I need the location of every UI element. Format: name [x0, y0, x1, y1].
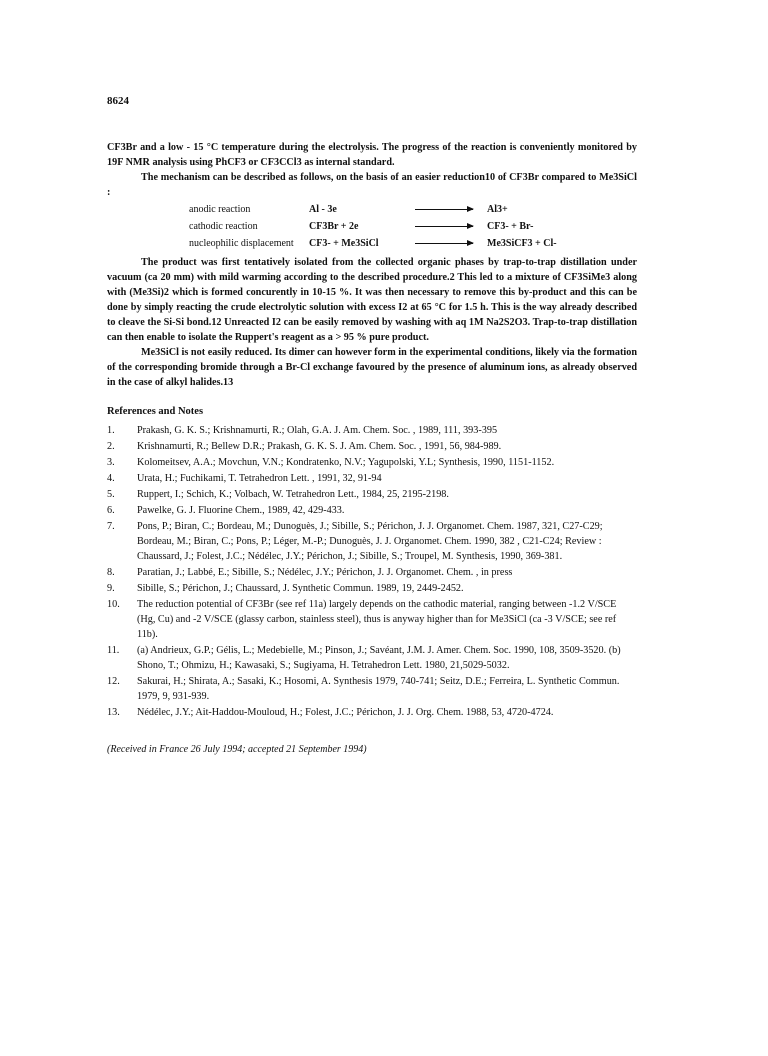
reference-number: 9. [107, 583, 115, 594]
paragraph-1: CF3Br and a low - 15 °C temperature during the electrolysis. The progress of the reaction is conveniently monitored by 19F NMR analysis using PhCF3 or CF3CCl3 as internal standard. [107, 142, 637, 168]
reference-text: Prakash, G. K. S.; Krishnamurti, R.; Olah, G.A. J. Am. Chem. Soc. , 1989, 111, 393-395 [137, 425, 498, 436]
reference-number: 7. [107, 521, 115, 532]
reference-item [107, 423, 637, 438]
equation-label: cathodic reaction [189, 221, 258, 232]
reference-number: 10. [107, 599, 120, 610]
reference-number: 5. [107, 489, 115, 500]
references-list [107, 423, 637, 720]
reference-text: Ruppert, I.; Schich, K.; Volbach, W. Tetrahedron Lett., 1984, 25, 2195-2198. [137, 489, 449, 500]
reference-number: 1. [107, 425, 115, 436]
reference-text: Kolomeitsev, A.A.; Movchun, V.N.; Kondratenko, N.V.; Yagupolski, Y.L; Synthesis, 1990, 1151-1152. [137, 457, 555, 468]
reference-item [107, 674, 637, 704]
equation-row [189, 201, 557, 218]
equation-label: nucleophilic displacement [189, 238, 294, 249]
reference-item [107, 597, 637, 642]
reaction-scheme [189, 201, 557, 252]
reference-text: Nédélec, J.Y.; Ait-Haddou-Mouloud, H.; Folest, J.C.; Périchon, J. J. Org. Chem. 1988, 53, 4720-4724. [137, 707, 554, 718]
reference-item [107, 439, 637, 454]
reference-item [107, 581, 637, 596]
reference-item [107, 565, 637, 580]
right-arrow-icon [409, 218, 487, 235]
equation-reactants: CF3- + Me3SiCl [309, 238, 379, 249]
equation-label: anodic reaction [189, 204, 251, 215]
reference-text: Paratian, J.; Labbé, E.; Sibille, S.; Nédélec, J.Y.; Périchon, J. J. Organomet. Chem. , in press [137, 567, 513, 578]
reference-number: 13. [107, 707, 120, 718]
equation-products: CF3- + Br- [487, 221, 534, 232]
reference-text: (a) Andrieux, G.P.; Gélis, L.; Medebielle, M.; Pinson, J.; Savéant, J.M. J. Amer. Chem. Soc. 1990, 108, 3509-3520. (b) Shono, T.; Ohmizu, H.; Kawasaki, S.; Sugiyama, H. Tetrahedron Lett. 1980, 21,5029-5032. [137, 645, 621, 671]
equation-row [189, 235, 557, 252]
right-arrow-icon [409, 201, 487, 218]
reference-item [107, 487, 637, 502]
reference-text: Pons, P.; Biran, C.; Bordeau, M.; Dunoguès, J.; Sibille, S.; Périchon, J. J. Organomet. Chem. 1987, 321, C27-C29; Bordeau, M.; Biran, C.; Pons, P.; Léger, M.-P.; Dunoguès, J. J. Organomet. Chem. 1990, 382 , C21-C24; Review : Chaussard, J.; Folest, J.C.; Nédélec, J.Y.; Périchon, J.; Sibille, S.; Troupel, M. Synthesis, 1990, 369-381. [137, 521, 603, 562]
reference-item [107, 503, 637, 518]
reference-item [107, 471, 637, 486]
reference-number: 11. [107, 645, 120, 656]
page-number: 8624 [107, 95, 129, 107]
received-note: (Received in France 26 July 1994; accepted 21 September 1994) [107, 744, 367, 755]
reference-item [107, 455, 637, 470]
reference-number: 6. [107, 505, 115, 516]
references-heading: References and Notes [107, 406, 204, 417]
article-body [107, 140, 637, 757]
paragraph-4: Me3SiCl is not easily reduced. Its dimer can however form in the experimental conditions, likely via the formation of the corresponding bromide through a Br-Cl exchange favoured by the presence of aluminum ions, as already observed in the case of alkyl halides.13 [107, 347, 637, 388]
reference-text: Sibille, S.; Périchon, J.; Chaussard, J. Synthetic Commun. 1989, 19, 2449-2452. [137, 583, 464, 594]
reference-text: Urata, H.; Fuchikami, T. Tetrahedron Lett. , 1991, 32, 91-94 [137, 473, 382, 484]
equation-products: Al3+ [487, 204, 508, 215]
reference-number: 4. [107, 473, 115, 484]
reference-number: 2. [107, 441, 115, 452]
reference-item [107, 705, 637, 720]
equation-reactants: Al - 3e [309, 204, 337, 215]
paragraph-2: The mechanism can be described as follows, on the basis of an easier reduction10 of CF3Br compared to Me3SiCl : [107, 172, 637, 198]
reference-text: Krishnamurti, R.; Bellew D.R.; Prakash, G. K. S. J. Am. Chem. Soc. , 1991, 56, 984-989. [137, 441, 502, 452]
reference-number: 3. [107, 457, 115, 468]
reference-number: 8. [107, 567, 115, 578]
reference-item [107, 519, 637, 564]
paragraph-3: The product was first tentatively isolated from the collected organic phases by trap-to-trap distillation under vacuum (ca 20 mm) with mild warming according to the described procedure.2 This led to a mixture of CF3SiMe3 along with (Me3Si)2 which is formed concurently in 10-15 %. It was then necessary to remove this by-product and this can be done by simply reacting the crude electrolytic solution with excess I2 at 65 °C for 1.5 h. This is the way already described to cleave the Si-Si bond.12 Unreacted I2 can be easily removed by washing with aq 1M Na2S2O3. Trap-to-trap distillation can then enable to isolate the Ruppert's reagent as a > 95 % pure product. [107, 257, 637, 343]
reference-item [107, 643, 637, 673]
equation-reactants: CF3Br + 2e [309, 221, 359, 232]
equation-row [189, 218, 557, 235]
reference-text: Sakurai, H.; Shirata, A.; Sasaki, K.; Hosomi, A. Synthesis 1979, 740-741; Seitz, D.E.; Ferreira, L. Synthetic Commun. 1979, 9, 931-939. [137, 676, 620, 702]
reference-text: The reduction potential of CF3Br (see ref 11a) largely depends on the cathodic material, ranging between -1.2 V/SCE (Hg, Cu) and -2 V/SCE (glassy carbon, stainless steel), thus is anyway higher than for Me3SiCl (ca -3 V/SCE; see ref 11b). [137, 599, 617, 640]
reference-text: Pawelke, G. J. Fluorine Chem., 1989, 42, 429-433. [137, 505, 345, 516]
equation-products: Me3SiCF3 + Cl- [487, 238, 557, 249]
reference-number: 12. [107, 676, 120, 687]
right-arrow-icon [409, 235, 487, 252]
